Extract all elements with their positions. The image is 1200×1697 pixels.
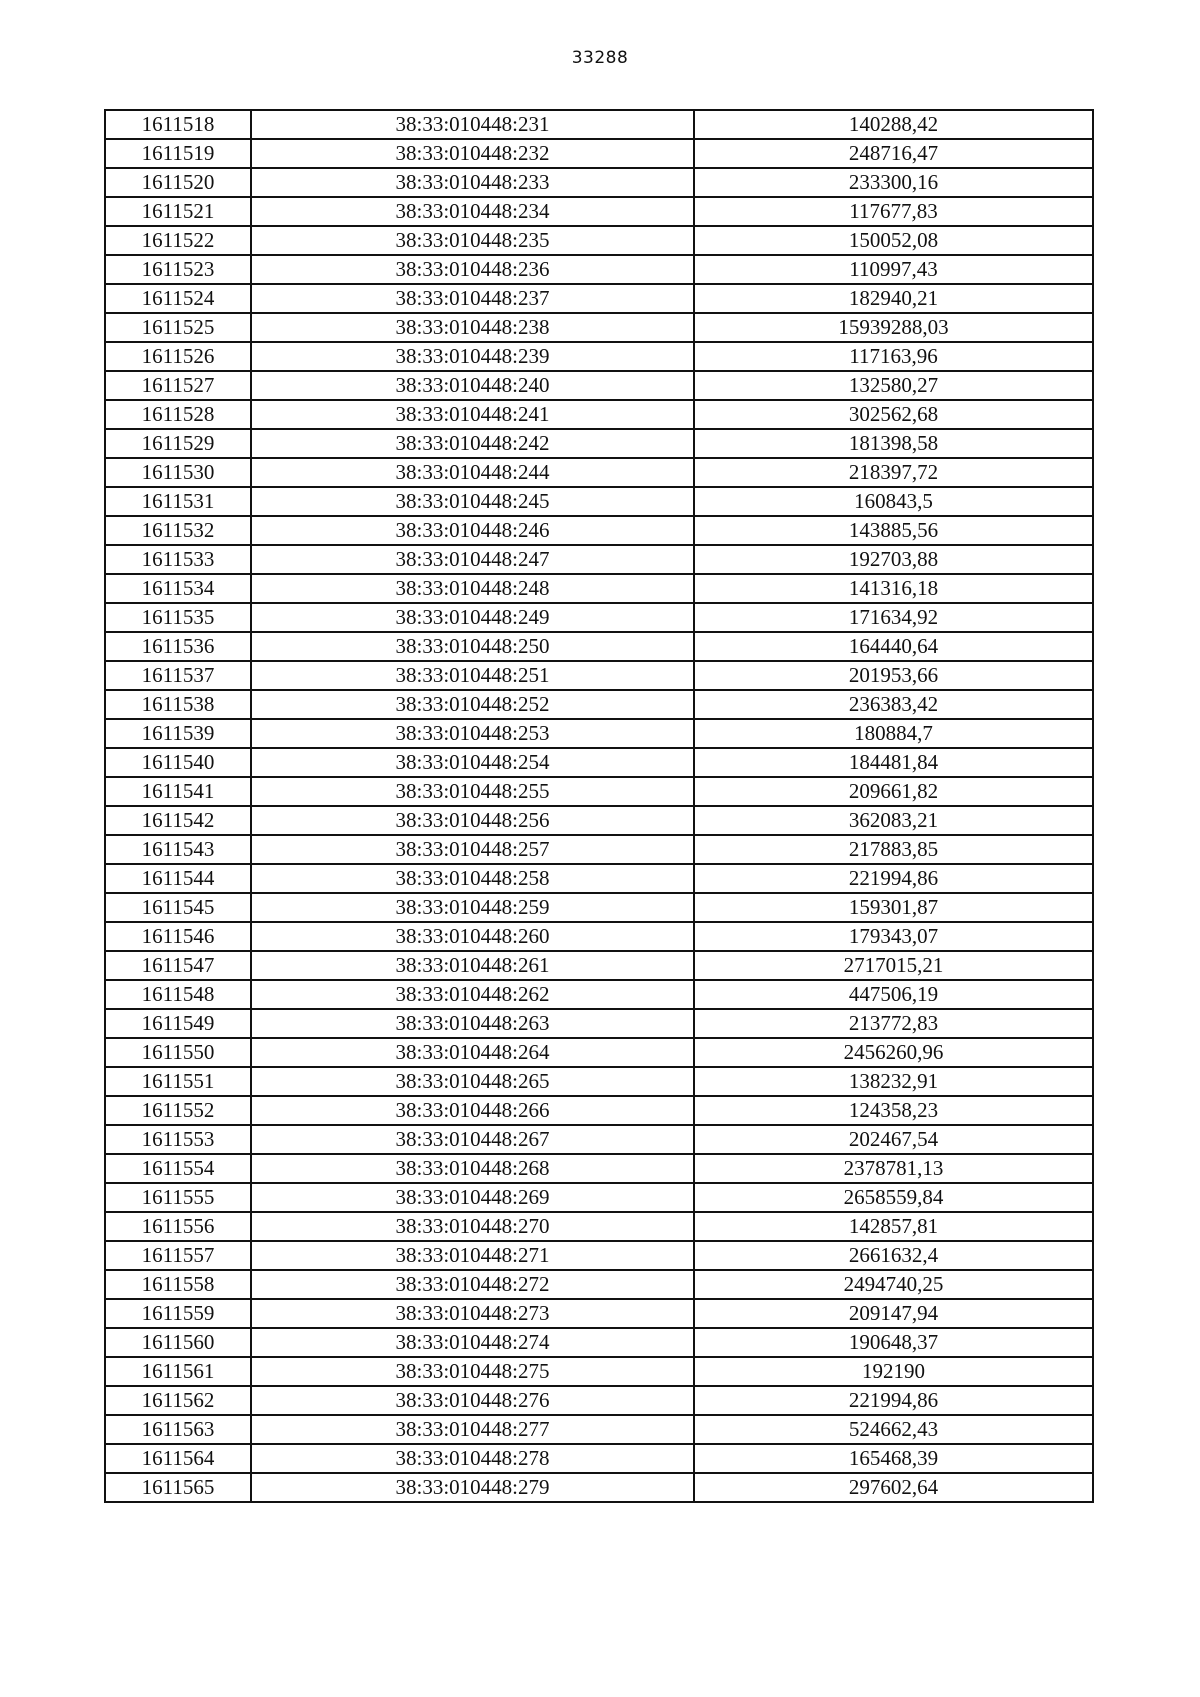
value-cell: 524662,43 bbox=[694, 1415, 1093, 1444]
cadastral-number-cell: 38:33:010448:269 bbox=[251, 1183, 694, 1212]
value-cell: 2494740,25 bbox=[694, 1270, 1093, 1299]
value-cell: 202467,54 bbox=[694, 1125, 1093, 1154]
value-cell: 201953,66 bbox=[694, 661, 1093, 690]
row-id-cell: 1611558 bbox=[105, 1270, 251, 1299]
table-row bbox=[105, 1096, 1093, 1125]
table-row bbox=[105, 1270, 1093, 1299]
row-id-cell: 1611548 bbox=[105, 980, 251, 1009]
row-id-cell: 1611524 bbox=[105, 284, 251, 313]
table-row bbox=[105, 690, 1093, 719]
cadastral-number-cell: 38:33:010448:238 bbox=[251, 313, 694, 342]
row-id-cell: 1611537 bbox=[105, 661, 251, 690]
table-row bbox=[105, 719, 1093, 748]
cadastral-number-cell: 38:33:010448:239 bbox=[251, 342, 694, 371]
value-cell: 15939288,03 bbox=[694, 313, 1093, 342]
cadastral-number-cell: 38:33:010448:260 bbox=[251, 922, 694, 951]
cadastral-number-cell: 38:33:010448:259 bbox=[251, 893, 694, 922]
page-number: 33288 bbox=[571, 48, 629, 68]
row-id-cell: 1611552 bbox=[105, 1096, 251, 1125]
table-row bbox=[105, 1415, 1093, 1444]
row-id-cell: 1611539 bbox=[105, 719, 251, 748]
cadastral-number-cell: 38:33:010448:256 bbox=[251, 806, 694, 835]
table-row bbox=[105, 603, 1093, 632]
row-id-cell: 1611536 bbox=[105, 632, 251, 661]
cadastral-table bbox=[104, 109, 1094, 1503]
table-row bbox=[105, 1183, 1093, 1212]
table-row bbox=[105, 1154, 1093, 1183]
value-cell: 182940,21 bbox=[694, 284, 1093, 313]
cadastral-number-cell: 38:33:010448:249 bbox=[251, 603, 694, 632]
table-row bbox=[105, 458, 1093, 487]
value-cell: 2378781,13 bbox=[694, 1154, 1093, 1183]
table-row bbox=[105, 1009, 1093, 1038]
value-cell: 2661632,4 bbox=[694, 1241, 1093, 1270]
value-cell: 138232,91 bbox=[694, 1067, 1093, 1096]
value-cell: 209661,82 bbox=[694, 777, 1093, 806]
cadastral-number-cell: 38:33:010448:244 bbox=[251, 458, 694, 487]
cadastral-number-cell: 38:33:010448:264 bbox=[251, 1038, 694, 1067]
value-cell: 150052,08 bbox=[694, 226, 1093, 255]
value-cell: 233300,16 bbox=[694, 168, 1093, 197]
value-cell: 192703,88 bbox=[694, 545, 1093, 574]
value-cell: 140288,42 bbox=[694, 110, 1093, 139]
row-id-cell: 1611560 bbox=[105, 1328, 251, 1357]
value-cell: 164440,64 bbox=[694, 632, 1093, 661]
value-cell: 171634,92 bbox=[694, 603, 1093, 632]
cadastral-number-cell: 38:33:010448:267 bbox=[251, 1125, 694, 1154]
cadastral-number-cell: 38:33:010448:241 bbox=[251, 400, 694, 429]
row-id-cell: 1611546 bbox=[105, 922, 251, 951]
value-cell: 192190 bbox=[694, 1357, 1093, 1386]
row-id-cell: 1611530 bbox=[105, 458, 251, 487]
value-cell: 236383,42 bbox=[694, 690, 1093, 719]
value-cell: 159301,87 bbox=[694, 893, 1093, 922]
cadastral-number-cell: 38:33:010448:234 bbox=[251, 197, 694, 226]
table-row bbox=[105, 661, 1093, 690]
table-row bbox=[105, 110, 1093, 139]
value-cell: 142857,81 bbox=[694, 1212, 1093, 1241]
row-id-cell: 1611538 bbox=[105, 690, 251, 719]
row-id-cell: 1611549 bbox=[105, 1009, 251, 1038]
row-id-cell: 1611520 bbox=[105, 168, 251, 197]
value-cell: 143885,56 bbox=[694, 516, 1093, 545]
cadastral-number-cell: 38:33:010448:270 bbox=[251, 1212, 694, 1241]
value-cell: 213772,83 bbox=[694, 1009, 1093, 1038]
table-row bbox=[105, 371, 1093, 400]
cadastral-number-cell: 38:33:010448:275 bbox=[251, 1357, 694, 1386]
row-id-cell: 1611531 bbox=[105, 487, 251, 516]
cadastral-number-cell: 38:33:010448:233 bbox=[251, 168, 694, 197]
table-row bbox=[105, 429, 1093, 458]
table-row bbox=[105, 893, 1093, 922]
row-id-cell: 1611543 bbox=[105, 835, 251, 864]
value-cell: 110997,43 bbox=[694, 255, 1093, 284]
cadastral-number-cell: 38:33:010448:263 bbox=[251, 1009, 694, 1038]
row-id-cell: 1611562 bbox=[105, 1386, 251, 1415]
table-row bbox=[105, 400, 1093, 429]
row-id-cell: 1611519 bbox=[105, 139, 251, 168]
cadastral-number-cell: 38:33:010448:271 bbox=[251, 1241, 694, 1270]
row-id-cell: 1611553 bbox=[105, 1125, 251, 1154]
table-row bbox=[105, 864, 1093, 893]
cadastral-number-cell: 38:33:010448:235 bbox=[251, 226, 694, 255]
value-cell: 221994,86 bbox=[694, 864, 1093, 893]
table-row bbox=[105, 1038, 1093, 1067]
row-id-cell: 1611564 bbox=[105, 1444, 251, 1473]
table-row bbox=[105, 632, 1093, 661]
row-id-cell: 1611532 bbox=[105, 516, 251, 545]
value-cell: 132580,27 bbox=[694, 371, 1093, 400]
row-id-cell: 1611523 bbox=[105, 255, 251, 284]
cadastral-number-cell: 38:33:010448:246 bbox=[251, 516, 694, 545]
cadastral-number-cell: 38:33:010448:278 bbox=[251, 1444, 694, 1473]
cadastral-number-cell: 38:33:010448:251 bbox=[251, 661, 694, 690]
table-row bbox=[105, 1241, 1093, 1270]
table-row bbox=[105, 342, 1093, 371]
row-id-cell: 1611527 bbox=[105, 371, 251, 400]
table-row bbox=[105, 1473, 1093, 1502]
table-row bbox=[105, 284, 1093, 313]
cadastral-number-cell: 38:33:010448:250 bbox=[251, 632, 694, 661]
value-cell: 117677,83 bbox=[694, 197, 1093, 226]
table-row bbox=[105, 1212, 1093, 1241]
row-id-cell: 1611525 bbox=[105, 313, 251, 342]
table-row bbox=[105, 777, 1093, 806]
table-row bbox=[105, 516, 1093, 545]
value-cell: 2717015,21 bbox=[694, 951, 1093, 980]
cadastral-number-cell: 38:33:010448:277 bbox=[251, 1415, 694, 1444]
table-row bbox=[105, 951, 1093, 980]
value-cell: 447506,19 bbox=[694, 980, 1093, 1009]
value-cell: 141316,18 bbox=[694, 574, 1093, 603]
cadastral-number-cell: 38:33:010448:276 bbox=[251, 1386, 694, 1415]
cadastral-number-cell: 38:33:010448:274 bbox=[251, 1328, 694, 1357]
row-id-cell: 1611561 bbox=[105, 1357, 251, 1386]
table-row bbox=[105, 1444, 1093, 1473]
cadastral-number-cell: 38:33:010448:245 bbox=[251, 487, 694, 516]
row-id-cell: 1611554 bbox=[105, 1154, 251, 1183]
row-id-cell: 1611540 bbox=[105, 748, 251, 777]
value-cell: 190648,37 bbox=[694, 1328, 1093, 1357]
row-id-cell: 1611556 bbox=[105, 1212, 251, 1241]
table-row bbox=[105, 545, 1093, 574]
cadastral-number-cell: 38:33:010448:257 bbox=[251, 835, 694, 864]
table-row bbox=[105, 313, 1093, 342]
row-id-cell: 1611528 bbox=[105, 400, 251, 429]
value-cell: 221994,86 bbox=[694, 1386, 1093, 1415]
row-id-cell: 1611533 bbox=[105, 545, 251, 574]
cadastral-number-cell: 38:33:010448:236 bbox=[251, 255, 694, 284]
value-cell: 165468,39 bbox=[694, 1444, 1093, 1473]
table-row bbox=[105, 197, 1093, 226]
cadastral-number-cell: 38:33:010448:272 bbox=[251, 1270, 694, 1299]
table-row bbox=[105, 835, 1093, 864]
cadastral-number-cell: 38:33:010448:248 bbox=[251, 574, 694, 603]
row-id-cell: 1611544 bbox=[105, 864, 251, 893]
value-cell: 217883,85 bbox=[694, 835, 1093, 864]
value-cell: 2456260,96 bbox=[694, 1038, 1093, 1067]
row-id-cell: 1611542 bbox=[105, 806, 251, 835]
row-id-cell: 1611541 bbox=[105, 777, 251, 806]
table-row bbox=[105, 226, 1093, 255]
table-row bbox=[105, 1299, 1093, 1328]
row-id-cell: 1611535 bbox=[105, 603, 251, 632]
cadastral-number-cell: 38:33:010448:268 bbox=[251, 1154, 694, 1183]
value-cell: 179343,07 bbox=[694, 922, 1093, 951]
row-id-cell: 1611521 bbox=[105, 197, 251, 226]
cadastral-number-cell: 38:33:010448:261 bbox=[251, 951, 694, 980]
cadastral-number-cell: 38:33:010448:255 bbox=[251, 777, 694, 806]
cadastral-number-cell: 38:33:010448:247 bbox=[251, 545, 694, 574]
cadastral-number-cell: 38:33:010448:231 bbox=[251, 110, 694, 139]
value-cell: 184481,84 bbox=[694, 748, 1093, 777]
table-row bbox=[105, 139, 1093, 168]
table-row bbox=[105, 806, 1093, 835]
table-row bbox=[105, 1328, 1093, 1357]
table-body bbox=[105, 110, 1093, 1502]
row-id-cell: 1611518 bbox=[105, 110, 251, 139]
row-id-cell: 1611559 bbox=[105, 1299, 251, 1328]
table-row bbox=[105, 1386, 1093, 1415]
cadastral-number-cell: 38:33:010448:265 bbox=[251, 1067, 694, 1096]
table-row bbox=[105, 168, 1093, 197]
value-cell: 218397,72 bbox=[694, 458, 1093, 487]
row-id-cell: 1611555 bbox=[105, 1183, 251, 1212]
value-cell: 302562,68 bbox=[694, 400, 1093, 429]
cadastral-number-cell: 38:33:010448:262 bbox=[251, 980, 694, 1009]
cadastral-number-cell: 38:33:010448:253 bbox=[251, 719, 694, 748]
value-cell: 181398,58 bbox=[694, 429, 1093, 458]
table-row bbox=[105, 255, 1093, 284]
row-id-cell: 1611563 bbox=[105, 1415, 251, 1444]
table-row bbox=[105, 922, 1093, 951]
cadastral-number-cell: 38:33:010448:232 bbox=[251, 139, 694, 168]
row-id-cell: 1611522 bbox=[105, 226, 251, 255]
table-row bbox=[105, 574, 1093, 603]
table-row bbox=[105, 1067, 1093, 1096]
value-cell: 180884,7 bbox=[694, 719, 1093, 748]
cadastral-number-cell: 38:33:010448:254 bbox=[251, 748, 694, 777]
row-id-cell: 1611551 bbox=[105, 1067, 251, 1096]
value-cell: 117163,96 bbox=[694, 342, 1093, 371]
value-cell: 248716,47 bbox=[694, 139, 1093, 168]
table-row bbox=[105, 1125, 1093, 1154]
value-cell: 2658559,84 bbox=[694, 1183, 1093, 1212]
table-row bbox=[105, 1357, 1093, 1386]
value-cell: 209147,94 bbox=[694, 1299, 1093, 1328]
cadastral-number-cell: 38:33:010448:240 bbox=[251, 371, 694, 400]
table-row bbox=[105, 487, 1093, 516]
row-id-cell: 1611557 bbox=[105, 1241, 251, 1270]
value-cell: 362083,21 bbox=[694, 806, 1093, 835]
row-id-cell: 1611547 bbox=[105, 951, 251, 980]
row-id-cell: 1611545 bbox=[105, 893, 251, 922]
table-row bbox=[105, 748, 1093, 777]
cadastral-number-cell: 38:33:010448:252 bbox=[251, 690, 694, 719]
cadastral-number-cell: 38:33:010448:258 bbox=[251, 864, 694, 893]
row-id-cell: 1611526 bbox=[105, 342, 251, 371]
row-id-cell: 1611534 bbox=[105, 574, 251, 603]
value-cell: 160843,5 bbox=[694, 487, 1093, 516]
value-cell: 297602,64 bbox=[694, 1473, 1093, 1502]
cadastral-number-cell: 38:33:010448:242 bbox=[251, 429, 694, 458]
row-id-cell: 1611529 bbox=[105, 429, 251, 458]
row-id-cell: 1611565 bbox=[105, 1473, 251, 1502]
value-cell: 124358,23 bbox=[694, 1096, 1093, 1125]
row-id-cell: 1611550 bbox=[105, 1038, 251, 1067]
cadastral-number-cell: 38:33:010448:237 bbox=[251, 284, 694, 313]
cadastral-number-cell: 38:33:010448:266 bbox=[251, 1096, 694, 1125]
cadastral-number-cell: 38:33:010448:273 bbox=[251, 1299, 694, 1328]
table-row bbox=[105, 980, 1093, 1009]
cadastral-number-cell: 38:33:010448:279 bbox=[251, 1473, 694, 1502]
